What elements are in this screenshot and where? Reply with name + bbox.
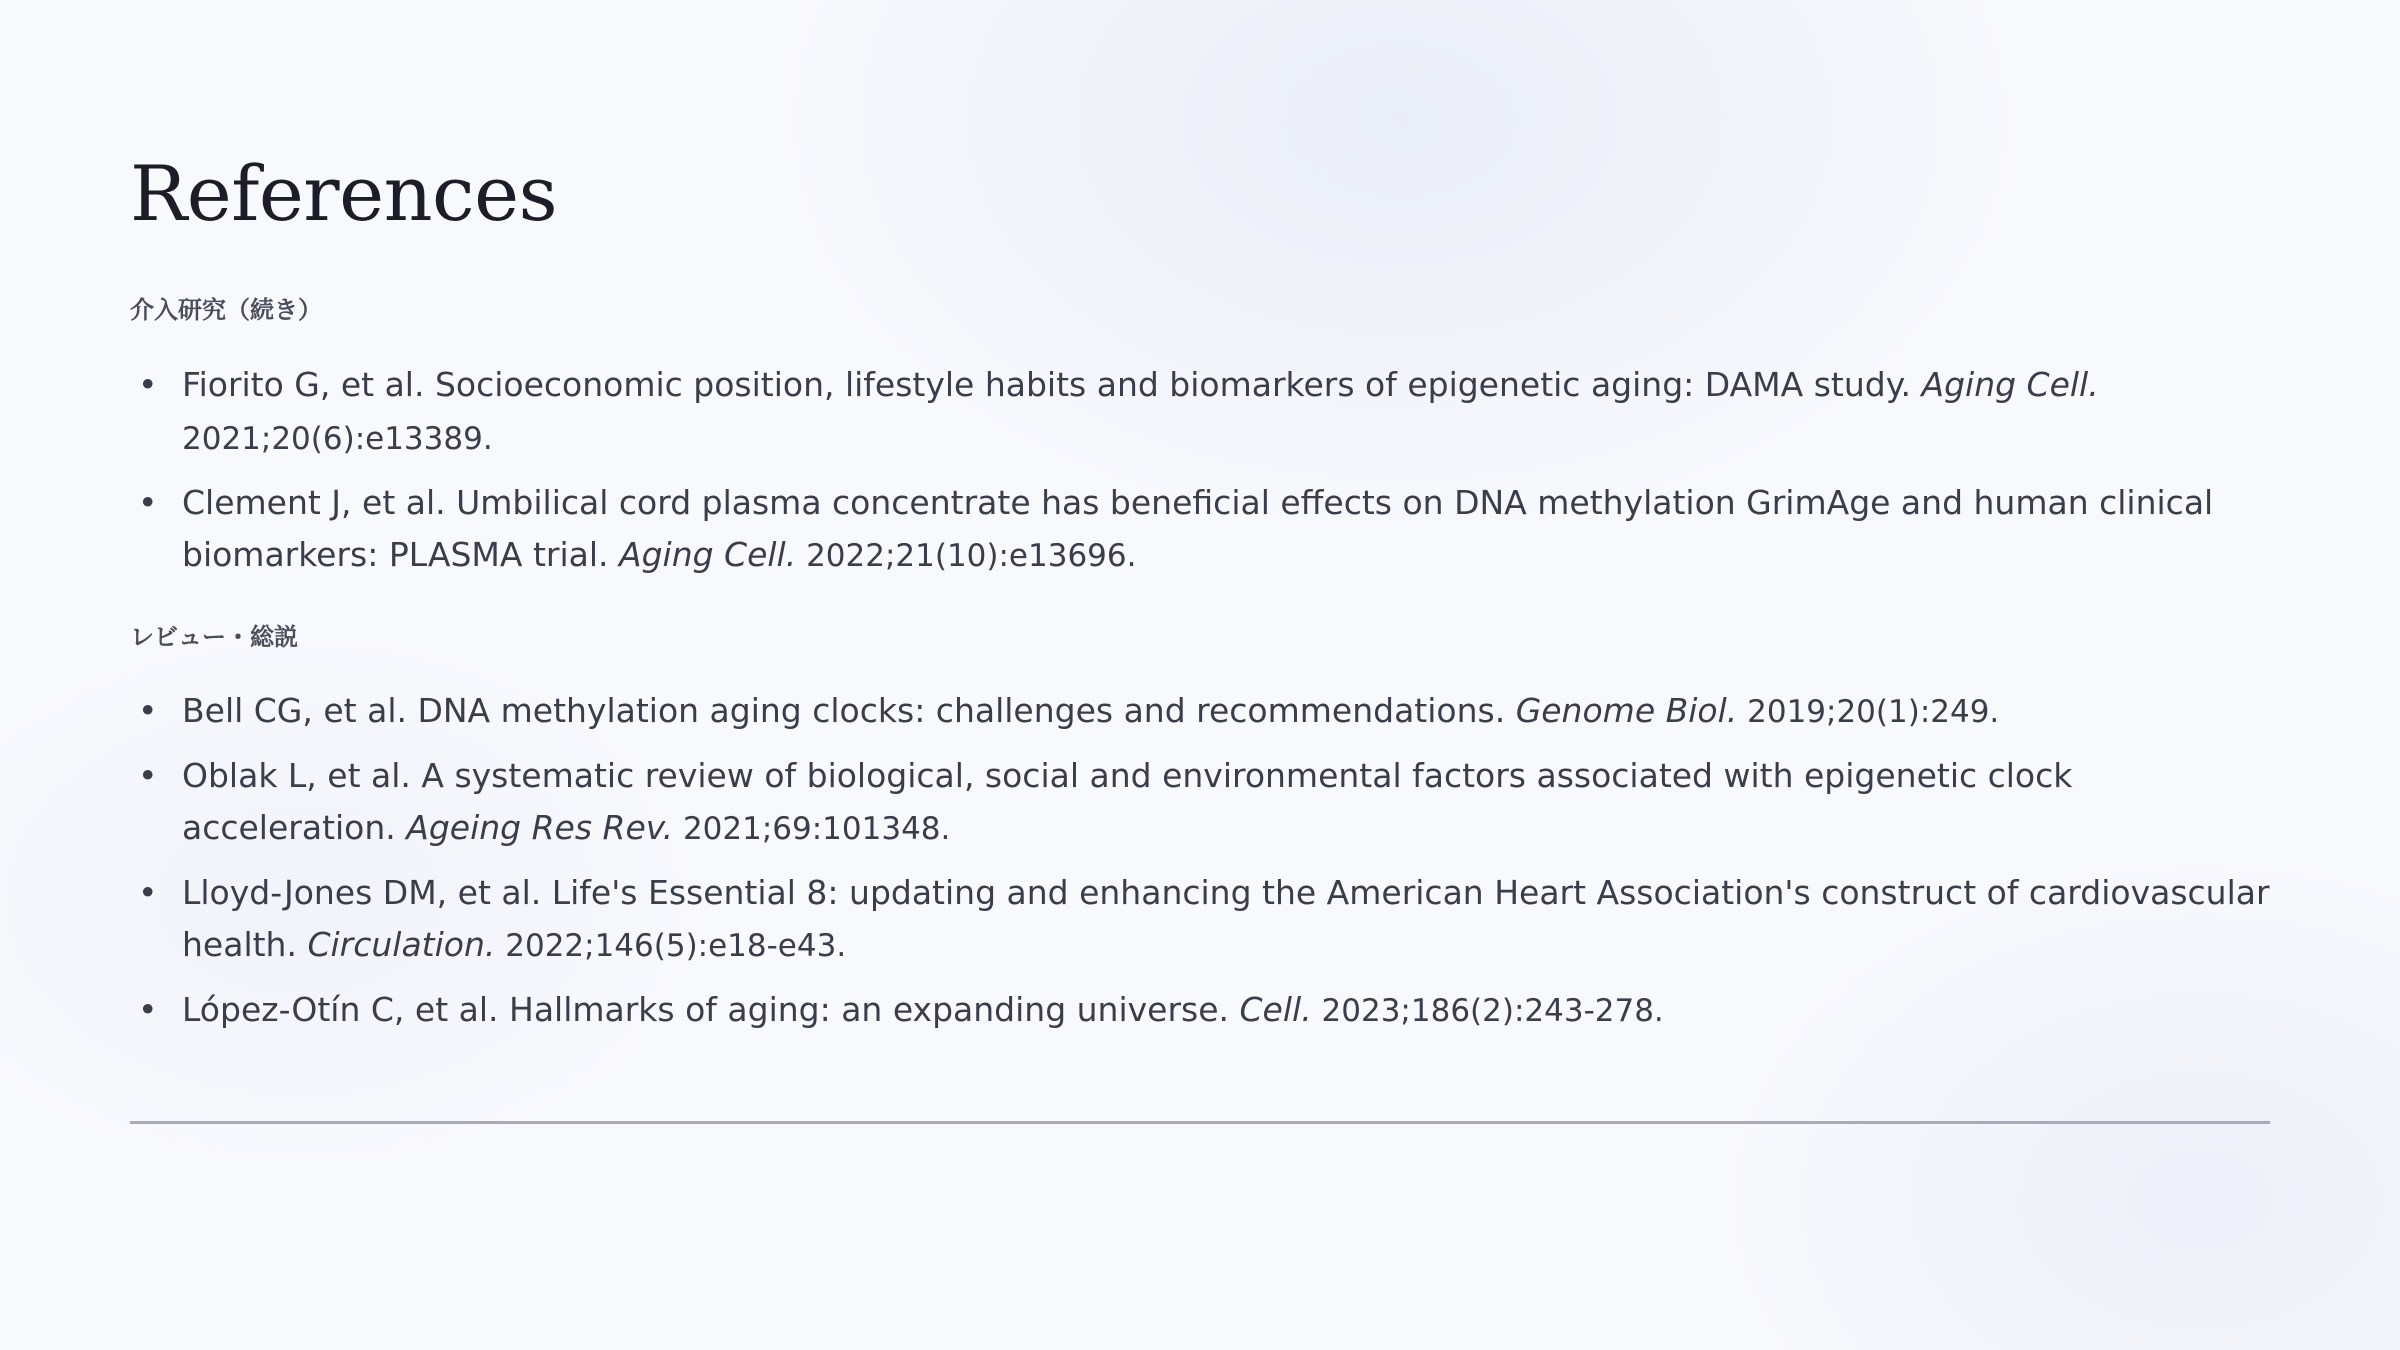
reference-text: Fiorito G, et al. Socioeconomic position, lifestyle habits and biomarkers of epigenetic aging: DAMA study. xyxy=(182,364,1922,404)
reference-citation: 2022;21(10):e13696. xyxy=(796,537,1137,574)
bullet-icon: • xyxy=(138,364,158,404)
section-heading-reviews: レビュー・総説 xyxy=(130,622,298,651)
reference-citation: 2021;20(6):e13389. xyxy=(182,420,493,457)
bullet-icon: • xyxy=(138,755,158,795)
content-area xyxy=(130,150,2270,1077)
reference-item xyxy=(130,477,2270,582)
reference-journal: Aging Cell. xyxy=(619,534,797,574)
bullet-icon: • xyxy=(138,690,158,730)
reference-text: Oblak L, et al. A systematic review of biological, social and environmental factors associated with epigenetic clock acceleration. xyxy=(182,755,2073,847)
reference-journal: Genome Biol. xyxy=(1515,690,1738,730)
reference-journal: Aging Cell. xyxy=(1921,364,2099,404)
reference-citation: 2023;186(2):243-278. xyxy=(1311,992,1664,1029)
reference-text: Lloyd-Jones DM, et al. Life's Essential 8: updating and enhancing the American Heart Association's construct of cardiovascular health. xyxy=(182,872,2270,964)
bottom-divider xyxy=(130,1121,2270,1124)
reference-citation: 2022;146(5):e18-e43. xyxy=(495,927,847,964)
reference-item xyxy=(130,984,2270,1037)
reference-item xyxy=(130,750,2270,855)
reference-item xyxy=(130,867,2270,972)
bullet-icon: • xyxy=(138,872,158,912)
reference-list-intervention xyxy=(130,359,2270,582)
reference-list-reviews xyxy=(130,685,2270,1037)
reference-journal: Circulation. xyxy=(307,924,496,964)
reference-citation: 2019;20(1):249. xyxy=(1737,693,2000,730)
reference-item xyxy=(130,685,2270,738)
reference-journal: Ageing Res Rev. xyxy=(406,807,674,847)
reference-text: López-Otín C, et al. Hallmarks of aging: an expanding universe. xyxy=(182,989,1240,1029)
section-heading-intervention: 介入研究（続き） xyxy=(130,296,322,325)
bullet-icon: • xyxy=(138,482,158,522)
bullet-icon: • xyxy=(138,989,158,1029)
reference-text: Clement J, et al. Umbilical cord plasma concentrate has beneficial effects on DNA methylation GrimAge and human clinical biomarkers: PLASMA trial. xyxy=(182,482,2214,574)
reference-item xyxy=(130,359,2270,465)
reference-citation: 2021;69:101348. xyxy=(673,810,951,847)
reference-text: Bell CG, et al. DNA methylation aging clocks: challenges and recommendations. xyxy=(182,690,1516,730)
reference-journal: Cell. xyxy=(1239,989,1312,1029)
page-title: References xyxy=(130,149,558,238)
